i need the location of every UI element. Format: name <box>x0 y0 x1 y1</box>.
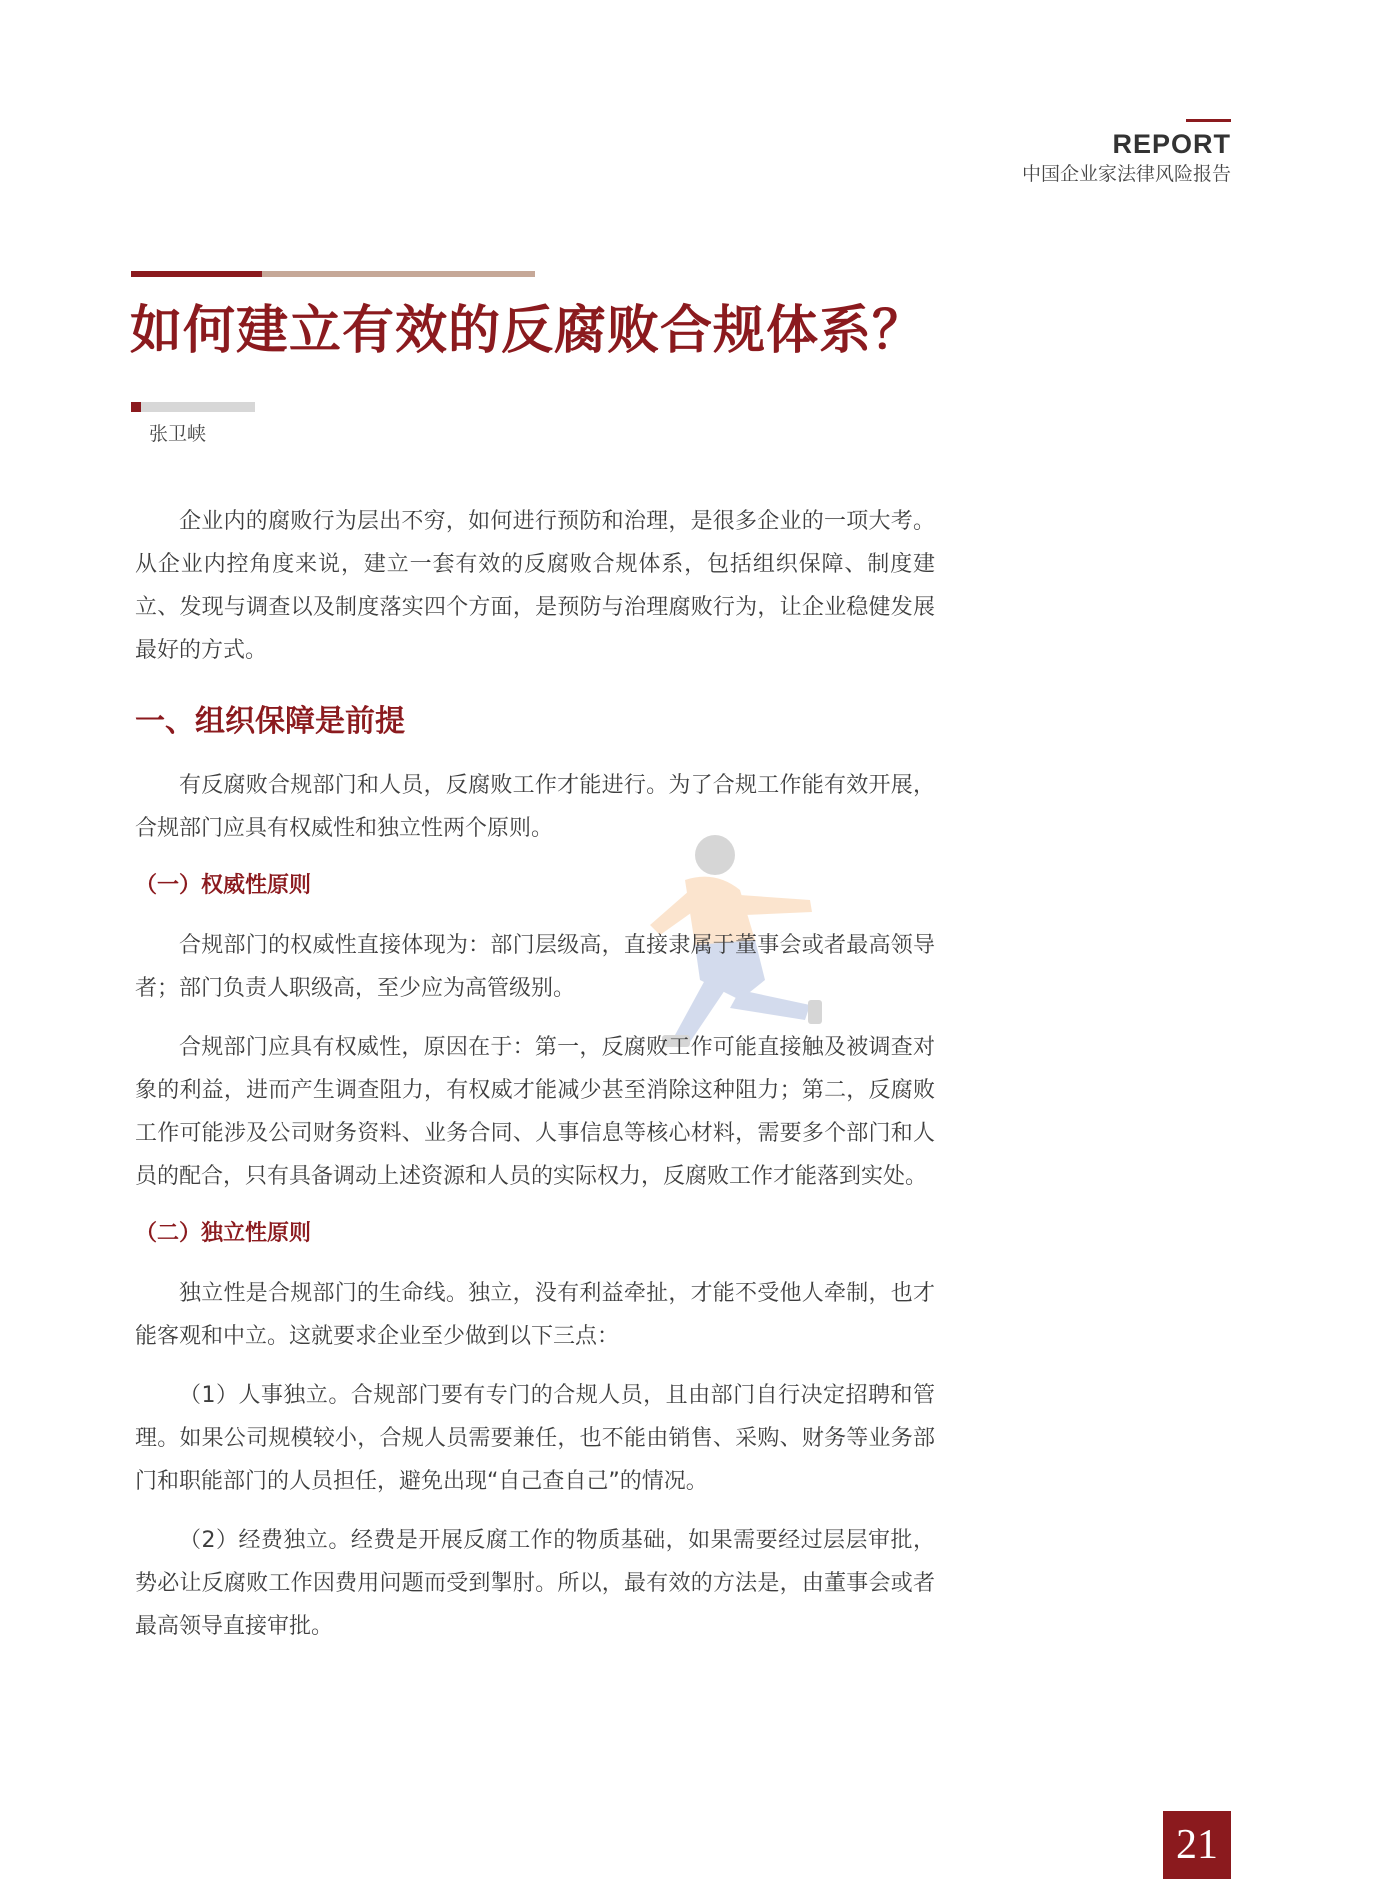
article-body <box>135 500 935 1648</box>
report-subtitle: 中国企业家法律风险报告 <box>1021 163 1231 185</box>
subsection-1-paragraph-2: 合规部门应具有权威性，原因在于：第一，反腐败工作可能直接触及被调查对象的利益，进而产生调查阻力，有权威才能减少甚至消除这种阻力；第二，反腐败工作可能涉及公司财务资料、业务合同、人事信息等核心材料，需要多个部门和人员的配合，只有具备调动上述资源和人员的实际权力，反腐败工作才能落到实处。 <box>135 1035 935 1189</box>
author-decoration-bar <box>131 402 255 412</box>
subsection-2-paragraph-3: （2）经费独立。经费是开展反腐工作的物质基础，如果需要经过层层审批，势必让反腐败工作因费用问题而受到掣肘。所以，最有效的方法是，由董事会或者最高领导直接审批。 <box>135 1528 935 1639</box>
subsection-2-paragraph-2: （1）人事独立。合规部门要有专门的合规人员，且由部门自行决定招聘和管理。如果公司规模较小，合规人员需要兼任，也不能由销售、采购、财务等业务部门和职能部门的人员担任，避免出现“自己查自己”的情况。 <box>135 1383 935 1494</box>
subsection-2-heading: （二）独立性原则 <box>135 1221 312 1246</box>
report-header-rule <box>1186 119 1231 122</box>
intro-paragraph: 企业内的腐败行为层出不穷，如何进行预防和治理，是很多企业的一项大考。从企业内控角度来说，建立一套有效的反腐败合规体系，包括组织保障、制度建立、发现与调查以及制度落实四个方面，是预防与治理腐败行为，让企业稳健发展最好的方式。 <box>135 509 935 663</box>
subsection-1-paragraph-1: 合规部门的权威性直接体现为：部门层级高，直接隶属于董事会或者最高领导者；部门负责人职级高，至少应为高管级别。 <box>135 933 935 1001</box>
report-header <box>1022 120 1231 188</box>
page-number: 21 <box>1163 1811 1231 1879</box>
subsection-2-paragraph-1: 独立性是合规部门的生命线。独立，没有利益牵扯，才能不受他人牵制，也才能客观和中立。这就要求企业至少做到以下三点： <box>135 1281 935 1349</box>
subsection-1-heading: （一）权威性原则 <box>135 873 312 898</box>
author-decoration-accent <box>131 402 141 412</box>
report-label: REPORT <box>1112 129 1231 159</box>
title-decoration-accent <box>131 271 262 277</box>
article-title: 如何建立有效的反腐败合规体系？ <box>130 301 926 361</box>
author-name: 张卫峡 <box>149 423 207 445</box>
section-1-heading: 一、组织保障是前提 <box>135 704 405 739</box>
section-1-intro: 有反腐败合规部门和人员，反腐败工作才能进行。为了合规工作能有效开展，合规部门应具有权威性和独立性两个原则。 <box>135 773 935 841</box>
